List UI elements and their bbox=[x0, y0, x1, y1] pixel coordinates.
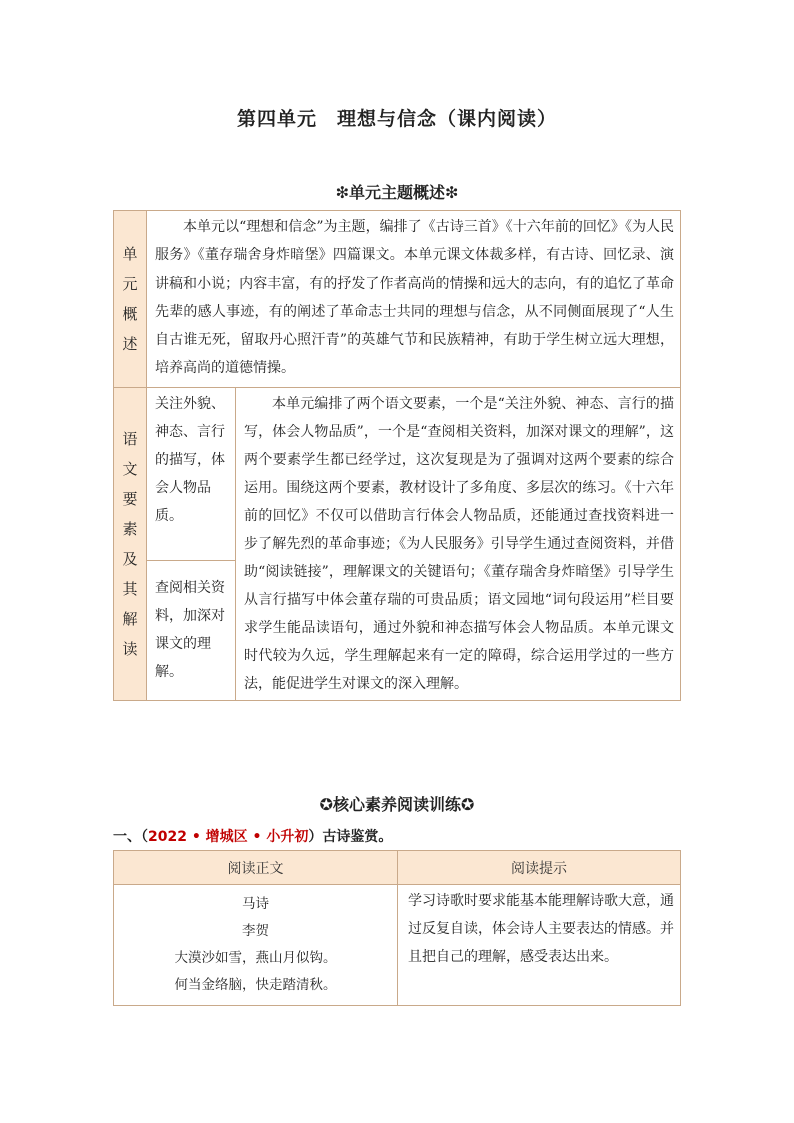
elements-label-char: 读 bbox=[122, 639, 138, 658]
elements-label-char: 素 bbox=[122, 519, 138, 538]
tip-text: 学习诗歌时要求能基本能理解诗歌大意，通过反复自读，体会诗人主要表达的情感。并且把自己的理解，感受表达出来。 bbox=[408, 893, 674, 965]
reading-table bbox=[113, 850, 681, 1006]
overview-cell bbox=[147, 211, 681, 388]
theme-heading: ❇单元主题概述❇ bbox=[335, 183, 459, 202]
element-2-text: 查阅相关资料，加深对课文的理解。 bbox=[155, 580, 225, 681]
elements-label-char: 语 bbox=[122, 429, 138, 448]
col-header-text: 阅读正文 bbox=[114, 851, 398, 885]
overview-label-char: 概 bbox=[122, 304, 138, 323]
question-prefix: 一、（ bbox=[113, 829, 148, 845]
elements-row-1 bbox=[114, 387, 681, 560]
poem-cell bbox=[114, 885, 398, 1006]
elements-text: 本单元编排了两个语文要素，一个是“关注外貌、神态、言行的描写，体会人物品质”，一个是“查阅相关资料，加深对课文的理解”，这两个要素学生都已经学过，这次复现是为了强调对这两个要素的综合运用。围绕这两个要素，教材设计了多角度、多层次的练习。《十六年前的回忆》不仅可以借助言行体会人物品质，还能通过查找资料进一步了解先烈的革命事迹；《为人民服务》引导学生通过查阅资料，并借助“阅读链接”，理解课文的关键语句；《董存瑞舍身炸暗堡》引导学生从言行描写中体会董存瑞的可贵品质；语文园地“词句段运用”栏目要求学生能品读语句，通过外貌和神态描写体会人物品质。本单元课文时代较为久远，学生理解起来有一定的障碍，综合运用学过的一些方法，能促进学生对课文的深入理解。 bbox=[244, 395, 674, 692]
element-1-cell bbox=[147, 387, 236, 560]
poem-author: 李贺 bbox=[242, 923, 269, 939]
overview-row bbox=[114, 211, 681, 388]
tip-cell bbox=[398, 885, 681, 1006]
overview-text: 本单元以“理想和信念”为主题，编排了《古诗三首》《十六年前的回忆》《为人民服务》《董存瑞舍身炸暗堡》四篇课文。本单元课文体裁多样，有古诗、回忆录、演讲稿和小说；内容丰富，有的抒发了作者高尚的情操和远大的志向，有的追忆了革命先辈的感人事迹，有的阐述了革命志士共同的理想与信念，从不同侧面展现了“人生自古谁无死，留取丹心照汗青”的英雄气节和民族精神，有助于学生树立远大理想，培养高尚的道德情操。 bbox=[155, 219, 674, 377]
poem-line: 大漠沙如雪，燕山月似钩。 bbox=[174, 950, 337, 966]
col-header-tip: 阅读提示 bbox=[398, 851, 681, 885]
poem-line: 何当金络脑，快走踏清秋。 bbox=[174, 977, 337, 993]
reading-header-row bbox=[114, 851, 681, 885]
elements-label-char: 及 bbox=[122, 549, 138, 568]
elements-label bbox=[114, 387, 147, 700]
page-title: 第四单元 理想与信念（课内阅读） bbox=[236, 108, 557, 130]
training-heading: ✪核心素养阅读训练✪ bbox=[319, 795, 475, 814]
theme-table bbox=[113, 210, 681, 701]
element-2-cell bbox=[147, 561, 236, 701]
question-suffix: ）古诗鉴赏。 bbox=[308, 829, 393, 845]
elements-label-char: 文 bbox=[122, 459, 138, 478]
elements-label-char: 要 bbox=[122, 489, 138, 508]
poem-title: 马诗 bbox=[242, 896, 269, 912]
overview-label-char: 元 bbox=[122, 274, 138, 293]
question-source: 2022 • 增城区 • 小升初 bbox=[148, 829, 309, 845]
elements-detail-cell bbox=[236, 387, 681, 700]
elements-label-char: 其 bbox=[122, 579, 138, 598]
question-heading bbox=[113, 826, 392, 846]
overview-label-char: 单 bbox=[122, 244, 138, 263]
reading-body-row bbox=[114, 885, 681, 1006]
elements-label-char: 解 bbox=[122, 609, 138, 628]
element-1-text: 关注外貌、神态、言行的描写，体会人物品质。 bbox=[155, 395, 225, 524]
overview-label-char: 述 bbox=[122, 334, 138, 353]
overview-label bbox=[114, 211, 147, 388]
